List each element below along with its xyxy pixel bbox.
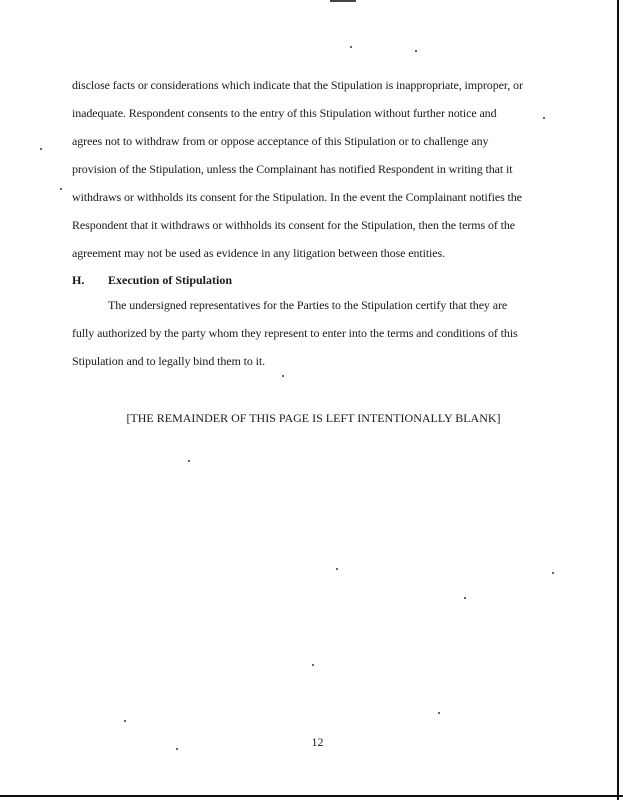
scan-speck <box>188 460 190 462</box>
paragraph-line: agrees not to withdraw from or oppose acceptance of this Stipulation or to challenge any <box>72 134 489 148</box>
scan-speck <box>415 50 417 52</box>
scan-speck <box>312 664 314 666</box>
scan-speck <box>282 375 284 377</box>
scan-edge-right <box>617 0 619 800</box>
paragraph-line: Respondent that it withdraws or withholds its consent for the Stipulation, then the terms of the <box>72 218 516 232</box>
scan-speck <box>336 568 338 570</box>
paragraph-continued <box>72 71 552 267</box>
blank-page-notice: [THE REMAINDER OF THIS PAGE IS LEFT INTENTIONALLY BLANK] <box>126 411 501 425</box>
scan-speck <box>464 597 466 599</box>
paragraph-line: Stipulation and to legally bind them to it. <box>72 354 266 368</box>
paragraph-line: provision of the Stipulation, unless the Complainant has notified Respondent in writing that it <box>72 162 513 176</box>
paragraph-line: agreement may not be used as evidence in any litigation between those entities. <box>72 246 445 260</box>
scan-edge-bottom <box>0 795 623 797</box>
scan-artifact-top <box>330 0 356 2</box>
scan-speck <box>350 46 352 48</box>
paragraph-line: fully authorized by the party whom they represent to enter into the terms and conditions of this <box>72 326 518 340</box>
scan-speck <box>438 712 440 714</box>
page-number: 12 <box>311 735 324 749</box>
paragraph-line: disclose facts or considerations which indicate that the Stipulation is inappropriate, improper, or <box>72 78 523 92</box>
scan-speck <box>60 188 62 190</box>
section-title: Execution of Stipulation <box>108 273 233 287</box>
section-paragraph <box>72 291 552 375</box>
scan-speck <box>40 148 42 150</box>
paragraph-line: The undersigned representatives for the Parties to the Stipulation certify that they are <box>108 298 508 312</box>
section-heading <box>72 270 232 290</box>
paragraph-line: inadequate. Respondent consents to the entry of this Stipulation without further notice and <box>72 106 497 120</box>
scan-speck <box>124 720 126 722</box>
scan-speck <box>552 572 554 574</box>
paragraph-line: withdraws or withholds its consent for the Stipulation. In the event the Complainant notifies the <box>72 190 522 204</box>
section-number: H. <box>72 273 85 287</box>
